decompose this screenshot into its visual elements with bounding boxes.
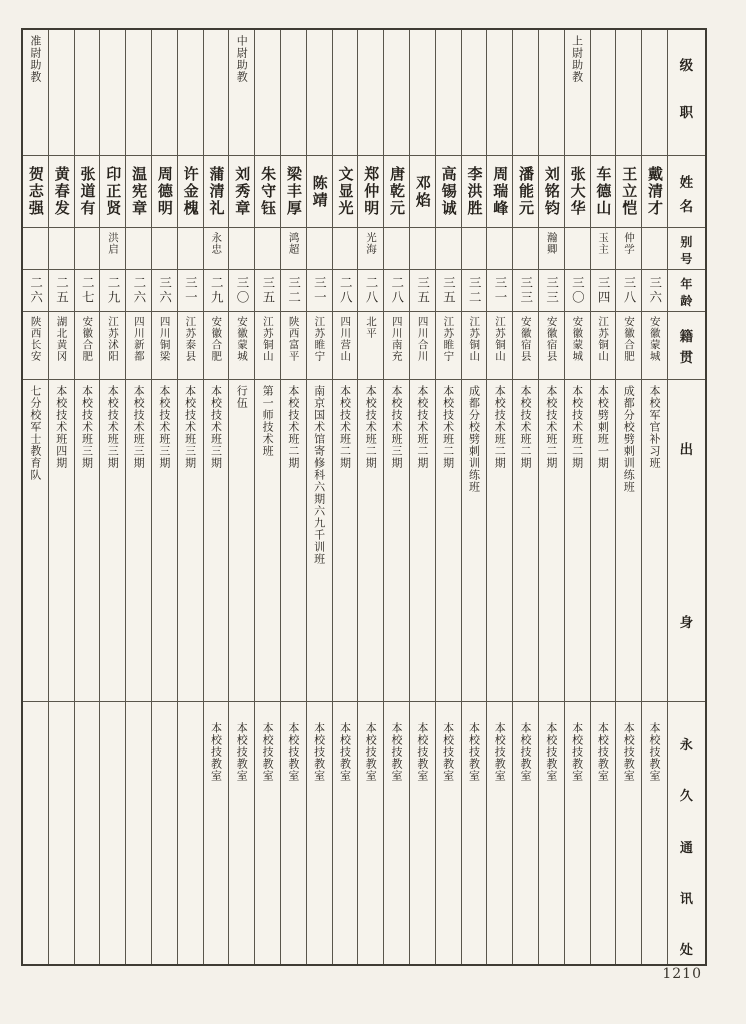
alias-cell [23,228,48,270]
header-age-cell [668,270,705,312]
person-column [642,30,668,964]
age-cell: 三三 [539,270,564,312]
native-cell: 安徽合肥 [204,312,229,380]
name-cell: 邓焰 [410,156,435,228]
rank-cell [462,30,487,156]
origin-cell: 南京国术馆寄修科六期六九千训班 [307,380,332,702]
alias-cell [307,228,332,270]
header-rank-cell [668,30,705,156]
age-cell: 二六 [126,270,151,312]
alias-cell [178,228,203,270]
origin-cell: 本校技术班二期 [565,380,590,702]
origin-cell: 七分校军士教育队 [23,380,48,702]
rank-cell [487,30,512,156]
name-cell: 梁丰厚 [281,156,306,228]
age-cell: 三二 [281,270,306,312]
rank-cell [358,30,383,156]
rank-cell [178,30,203,156]
origin-cell: 本校技术班二期 [513,380,538,702]
age-cell: 二八 [358,270,383,312]
age-cell: 二五 [49,270,74,312]
person-column [616,30,642,964]
origin-cell: 本校技术班三期 [75,380,100,702]
name-cell: 印正贤 [100,156,125,228]
contact-cell: 本校技教室 [493,722,507,782]
alias-cell [126,228,151,270]
native-cell: 江苏铜山 [255,312,280,380]
rank-cell [616,30,641,156]
person-column [255,30,281,964]
native-cell: 湖北黄冈 [49,312,74,380]
person-column [152,30,178,964]
header-native-cell [668,312,705,380]
age-cell: 三三 [513,270,538,312]
alias-cell: 瀚卿 [539,228,564,270]
contact-cell [23,702,48,964]
name-cell: 陈靖 [307,156,332,228]
contact-cell [178,702,203,964]
age-cell: 三八 [616,270,641,312]
name-cell: 黄春发 [49,156,74,228]
person-column [178,30,204,964]
contact-cell [75,702,100,964]
alias-cell [513,228,538,270]
contact-cell: 本校技教室 [648,722,662,782]
origin-cell: 本校技术班二期 [487,380,512,702]
age-cell: 二九 [204,270,229,312]
origin-cell: 本校技术班二期 [358,380,383,702]
alias-cell [333,228,358,270]
rank-cell: 上尉助教 [565,30,590,156]
alias-cell: 永忠 [204,228,229,270]
name-cell: 朱守钰 [255,156,280,228]
alias-cell [436,228,461,270]
native-cell: 安徽蒙城 [229,312,254,380]
age-cell: 三〇 [229,270,254,312]
person-column [49,30,75,964]
native-cell: 陕西长安 [23,312,48,380]
native-cell: 江苏铜山 [591,312,616,380]
rank-cell [204,30,229,156]
rank-cell [100,30,125,156]
alias-cell [410,228,435,270]
alias-cell: 光海 [358,228,383,270]
native-cell: 安徽宿县 [539,312,564,380]
name-cell: 戴清才 [642,156,667,228]
name-cell: 文显光 [333,156,358,228]
age-cell: 三五 [410,270,435,312]
alias-cell: 鸿超 [281,228,306,270]
person-column [100,30,126,964]
header-name-cell [668,156,705,228]
origin-cell: 成都分校劈刺训练班 [616,380,641,702]
age-cell: 三〇 [565,270,590,312]
rank-cell [75,30,100,156]
alias-cell: 仲学 [616,228,641,270]
rank-cell [591,30,616,156]
origin-cell: 第一师技术班 [255,380,280,702]
personnel-table [21,28,707,966]
page-number: 1210 [662,966,702,982]
rank-cell: 准尉助教 [23,30,48,156]
native-cell: 四川铜梁 [152,312,177,380]
age-cell: 三六 [152,270,177,312]
contact-cell: 本校技教室 [415,722,429,782]
header-age-label: 年 龄 [680,277,693,308]
age-cell: 二八 [333,270,358,312]
name-cell: 许金槐 [178,156,203,228]
age-cell: 二八 [384,270,409,312]
person-column [384,30,410,964]
header-alias-label: 别 号 [680,235,693,266]
age-cell: 三一 [307,270,332,312]
alias-cell [642,228,667,270]
person-column [410,30,436,964]
native-cell: 四川南充 [384,312,409,380]
contact-cell: 本校技教室 [209,722,223,782]
rank-cell [410,30,435,156]
header-name-label: 姓 名 [679,175,694,215]
contact-cell: 本校技教室 [312,722,326,782]
person-column [75,30,101,964]
origin-cell: 本校技术班四期 [49,380,74,702]
native-cell: 安徽蒙城 [642,312,667,380]
header-contact-label: 永 久 通 讯 处 [679,738,693,958]
native-cell: 安徽蒙城 [565,312,590,380]
origin-cell: 本校劈刺班一期 [591,380,616,702]
rank-cell [539,30,564,156]
person-column [126,30,152,964]
contact-cell: 本校技教室 [364,722,378,782]
age-cell: 三二 [462,270,487,312]
name-cell: 贺志强 [23,156,48,228]
contact-cell: 本校技教室 [467,722,481,782]
header-native-label: 籍 贯 [679,329,694,366]
age-cell: 二九 [100,270,125,312]
contact-cell [100,702,125,964]
origin-cell: 本校技术班三期 [204,380,229,702]
alias-cell [49,228,74,270]
native-cell: 江苏铜山 [462,312,487,380]
contact-cell: 本校技教室 [544,722,558,782]
native-cell: 北平 [358,312,383,380]
name-cell: 刘铭钧 [539,156,564,228]
age-cell: 三一 [487,270,512,312]
person-column [307,30,333,964]
origin-cell: 本校技术班三期 [152,380,177,702]
native-cell: 安徽合肥 [616,312,641,380]
name-cell: 蒲清礼 [204,156,229,228]
rank-cell [255,30,280,156]
contact-cell: 本校技教室 [441,722,455,782]
person-column [565,30,591,964]
name-cell: 张道有 [75,156,100,228]
age-cell: 三六 [642,270,667,312]
origin-cell: 本校技术班三期 [384,380,409,702]
native-cell: 安徽宿县 [513,312,538,380]
alias-cell [565,228,590,270]
contact-cell [126,702,151,964]
name-cell: 唐乾元 [384,156,409,228]
native-cell: 安徽合肥 [75,312,100,380]
name-cell: 李洪胜 [462,156,487,228]
name-cell: 温宪章 [126,156,151,228]
person-column [23,30,49,964]
rank-cell [152,30,177,156]
rank-cell [307,30,332,156]
name-cell: 潘能元 [513,156,538,228]
header-origin-label: 出 身 [679,442,694,631]
contact-cell: 本校技教室 [570,722,584,782]
alias-cell: 洪启 [100,228,125,270]
age-cell: 三五 [436,270,461,312]
name-cell: 车德山 [591,156,616,228]
native-cell: 四川营山 [333,312,358,380]
person-column [229,30,255,964]
origin-cell: 本校技术班三期 [178,380,203,702]
header-rank-label: 级 职 [679,58,694,121]
contact-cell: 本校技教室 [261,722,275,782]
origin-cell: 本校军官补习班 [642,380,667,702]
native-cell: 四川新都 [126,312,151,380]
origin-cell: 本校技术班二期 [539,380,564,702]
rank-cell: 中尉助教 [229,30,254,156]
age-cell: 三五 [255,270,280,312]
alias-cell [487,228,512,270]
contact-cell: 本校技教室 [235,722,249,782]
person-column [513,30,539,964]
contact-cell [49,702,74,964]
alias-cell: 玉主 [591,228,616,270]
person-column [436,30,462,964]
header-contact-cell [668,702,705,964]
native-cell: 江苏铜山 [487,312,512,380]
alias-cell [255,228,280,270]
alias-cell [75,228,100,270]
person-column [591,30,617,964]
native-cell: 陕西富平 [281,312,306,380]
person-column [333,30,359,964]
person-column [487,30,513,964]
origin-cell: 本校技术班二期 [333,380,358,702]
age-cell: 三一 [178,270,203,312]
name-cell: 王立恺 [616,156,641,228]
rank-cell [513,30,538,156]
rank-cell [49,30,74,156]
native-cell: 四川合川 [410,312,435,380]
alias-cell [229,228,254,270]
person-column [204,30,230,964]
alias-cell [152,228,177,270]
origin-cell: 本校技术班三期 [100,380,125,702]
name-cell: 张大华 [565,156,590,228]
header-origin-cell [668,380,705,702]
contact-cell: 本校技教室 [596,722,610,782]
native-cell: 江苏泰县 [178,312,203,380]
origin-cell: 成都分校劈刺训练班 [462,380,487,702]
origin-cell: 本校技术班二期 [436,380,461,702]
person-column [358,30,384,964]
rank-cell [126,30,151,156]
native-cell: 江苏沭阳 [100,312,125,380]
native-cell: 江苏睢宁 [436,312,461,380]
person-column [281,30,307,964]
name-cell: 郑仲明 [358,156,383,228]
contact-cell: 本校技教室 [338,722,352,782]
contact-cell [152,702,177,964]
contact-cell: 本校技教室 [390,722,404,782]
contact-cell: 本校技教室 [286,722,300,782]
origin-cell: 本校技术班二期 [410,380,435,702]
age-cell: 二七 [75,270,100,312]
age-cell: 二六 [23,270,48,312]
origin-cell: 行伍 [229,380,254,702]
rank-cell [333,30,358,156]
origin-cell: 本校技术班二期 [281,380,306,702]
rank-cell [281,30,306,156]
rank-cell [384,30,409,156]
rank-cell [436,30,461,156]
name-cell: 周德明 [152,156,177,228]
person-column [462,30,488,964]
rank-cell [642,30,667,156]
header-alias-cell [668,228,705,270]
alias-cell [462,228,487,270]
origin-cell: 本校技术班三期 [126,380,151,702]
name-cell: 周瑞峰 [487,156,512,228]
contact-cell: 本校技教室 [519,722,533,782]
name-cell: 高锡诚 [436,156,461,228]
native-cell: 江苏睢宁 [307,312,332,380]
contact-cell: 本校技教室 [622,722,636,782]
age-cell: 三四 [591,270,616,312]
person-column [539,30,565,964]
name-cell: 刘秀章 [229,156,254,228]
header-column [668,30,705,964]
alias-cell [384,228,409,270]
